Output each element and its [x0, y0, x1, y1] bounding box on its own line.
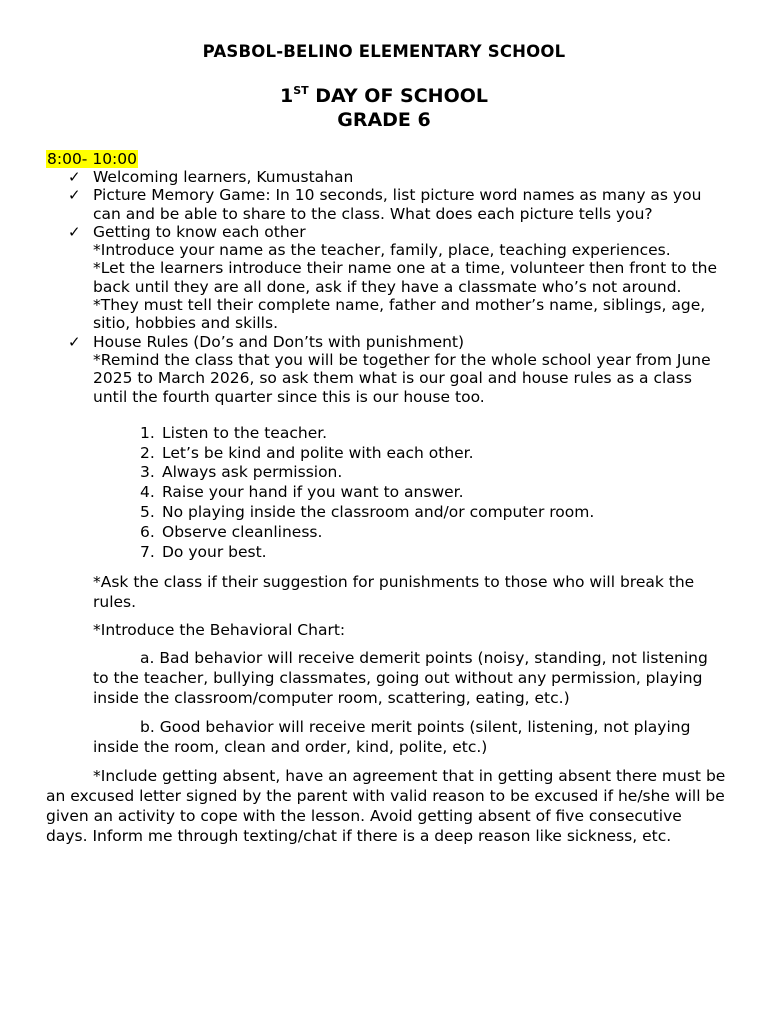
rule-number: 3. — [140, 463, 155, 482]
document-body — [46, 168, 726, 846]
rule-item — [46, 424, 726, 444]
item-text: *Let the learners introduce their name one at a time, volunteer then front to the back until they are all done, ask if they have a classmate who’s not around. — [93, 259, 718, 296]
rule-text: Do your best. — [162, 542, 267, 561]
title-superscript: ST — [293, 84, 309, 97]
rule-text: Observe cleanliness. — [162, 522, 323, 541]
title-text: DAY OF SCHOOL — [308, 85, 488, 107]
rule-item — [46, 463, 726, 483]
rule-number: 1. — [140, 423, 155, 442]
rule-item — [46, 523, 726, 543]
school-name: PASBOL-BELINO ELEMENTARY SCHOOL — [202, 42, 566, 61]
grade-heading: GRADE 6 — [337, 109, 431, 131]
check-icon: ✓ — [68, 168, 81, 186]
rule-text: Always ask permission. — [162, 463, 343, 482]
list-item — [46, 223, 726, 333]
item-text: *They must tell their complete name, father and mother’s name, siblings, age, sitio, hobbies and skills. — [93, 296, 706, 333]
rule-number: 4. — [140, 483, 155, 502]
rule-text: No playing inside the classroom and/or computer room. — [162, 503, 595, 522]
rule-text: Listen to the teacher. — [162, 423, 328, 442]
rule-item — [46, 483, 726, 503]
rule-item — [46, 444, 726, 464]
title-number: 1 — [279, 85, 294, 107]
rule-number: 2. — [140, 443, 155, 462]
check-icon: ✓ — [68, 186, 81, 205]
check-icon: ✓ — [68, 222, 81, 241]
list-item — [46, 186, 726, 223]
punishment-note: *Ask the class if their suggestion for punishments to those who will break the rules. — [93, 573, 695, 612]
item-text: Getting to know each other — [93, 222, 306, 241]
behavioral-chart-intro: *Introduce the Behavioral Chart: — [93, 621, 346, 640]
time-highlight: 8:00- 10:00 — [47, 150, 137, 168]
item-text: Picture Memory Game: In 10 seconds, list picture word names as many as you can and be able to share to the class. What does each picture tells you? — [93, 186, 702, 223]
rule-text: Let’s be kind and polite with each other. — [162, 443, 474, 462]
item-text: *Introduce your name as the teacher, family, place, teaching experiences. — [93, 241, 671, 260]
rule-number: 5. — [140, 503, 155, 522]
rule-number: 7. — [140, 542, 155, 561]
check-icon: ✓ — [68, 332, 81, 351]
rule-item — [46, 543, 726, 563]
good-behavior-note: b. Good behavior will receive merit points (silent, listening, not playing inside the room, clean and order, kind, polite, etc.) — [93, 718, 691, 757]
rule-item — [46, 503, 726, 523]
absence-note: *Include getting absent, have an agreement that in getting absent there must be an excused letter signed by the parent with valid reason to be excused if he/she will be given an activity to cope with the lesson. Avoid getting absent of five consecutive days. Inform me through texting/chat if there is a deep reason like sickness, etc. — [46, 767, 726, 846]
item-text: *Remind the class that you will be together for the whole school year from June 2025 to March 2026, so ask them what is our goal and house rules as a class until the fourth quarter since this is our house too. — [93, 350, 711, 406]
house-rules-list — [46, 424, 726, 563]
bad-behavior-note: a. Bad behavior will receive demerit points (noisy, standing, not listening to the teacher, bullying classmates, going out without any permission, playing inside the classroom/computer room, scattering, eating, etc.) — [93, 649, 708, 708]
item-text: Welcoming learners, Kumustahan — [93, 168, 354, 186]
item-text: House Rules (Do’s and Don’ts with punishment) — [93, 332, 465, 351]
list-item — [46, 333, 726, 406]
rule-number: 6. — [140, 522, 155, 541]
rule-text: Raise your hand if you want to answer. — [162, 483, 464, 502]
page-title — [0, 84, 768, 108]
list-item — [46, 168, 726, 186]
